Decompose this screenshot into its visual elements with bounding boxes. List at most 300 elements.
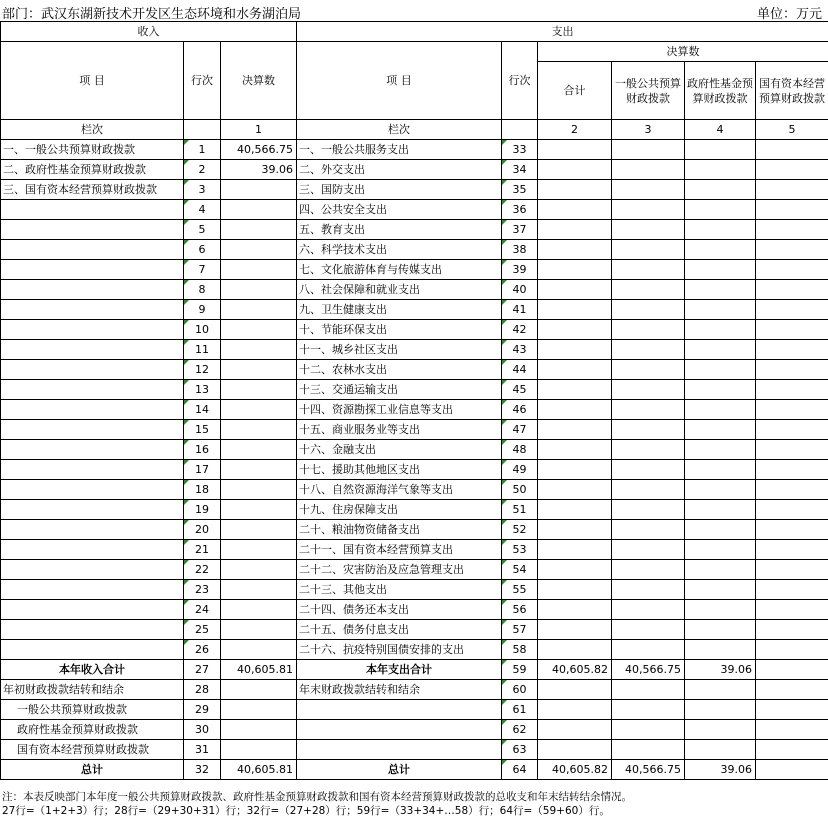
row-number: 46 — [502, 400, 538, 420]
expense-total — [538, 320, 612, 340]
expense-item: 六、科学技术支出 — [297, 240, 502, 260]
department-label: 部门：武汉东湖新技术开发区生态环境和水务湖泊局 — [2, 7, 302, 22]
expense-item: 年末财政拨款结转和结余 — [297, 680, 502, 700]
row-number: 10 — [184, 320, 221, 340]
income-amount — [221, 240, 297, 260]
expense-general — [612, 440, 685, 460]
report-header — [0, 0, 828, 20]
row-number: 6 — [184, 240, 221, 260]
table-body — [1, 140, 828, 660]
row-number: 9 — [184, 300, 221, 320]
income-amount — [221, 380, 297, 400]
row-number: 38 — [502, 240, 538, 260]
expense-fund — [685, 260, 756, 280]
row-number: 51 — [502, 500, 538, 520]
expense-total — [538, 740, 612, 760]
income-item: 国有资本经营预算财政拨款 — [1, 740, 184, 760]
table-row — [1, 300, 828, 320]
income-item — [1, 420, 184, 440]
row-number: 27 — [184, 660, 221, 680]
expense-general — [612, 620, 685, 640]
expense-total — [538, 540, 612, 560]
row-number: 48 — [502, 440, 538, 460]
expense-fund — [685, 620, 756, 640]
income-item — [1, 240, 184, 260]
income-grand-label: 总计 — [1, 760, 184, 780]
expense-fund — [685, 560, 756, 580]
income-amount — [221, 220, 297, 240]
row-number: 7 — [184, 260, 221, 280]
expense-item: 四、公共安全支出 — [297, 200, 502, 220]
expense-capital — [756, 400, 828, 420]
income-item — [1, 580, 184, 600]
row-number: 44 — [502, 360, 538, 380]
expense-fund — [685, 600, 756, 620]
expense-item: 十二、农林水支出 — [297, 360, 502, 380]
expense-item: 十八、自然资源海洋气象等支出 — [297, 480, 502, 500]
table-row — [1, 140, 828, 160]
table-row — [1, 560, 828, 580]
income-item — [1, 400, 184, 420]
income-item — [1, 340, 184, 360]
expense-item: 十四、资源勘探工业信息等支出 — [297, 400, 502, 420]
expense-capital — [756, 560, 828, 580]
gov-fund-header: 政府性基金预算财政拨款 — [685, 62, 756, 120]
expense-fund — [685, 440, 756, 460]
expense-item: 二十、粮油物资储备支出 — [297, 520, 502, 540]
table-row — [1, 220, 828, 240]
expense-capital — [756, 300, 828, 320]
expense-fund — [685, 380, 756, 400]
income-item — [1, 320, 184, 340]
expense-general — [612, 420, 685, 440]
income-amount — [221, 180, 297, 200]
expense-capital — [756, 440, 828, 460]
expense-general — [612, 320, 685, 340]
income-item: 二、政府性基金预算财政拨款 — [1, 160, 184, 180]
expense-grand-capital — [756, 760, 828, 780]
row-number: 63 — [502, 740, 538, 760]
income-item — [1, 260, 184, 280]
expense-fund — [685, 280, 756, 300]
expense-item: 三、国防支出 — [297, 180, 502, 200]
expense-general — [612, 600, 685, 620]
row-number: 54 — [502, 560, 538, 580]
table-row — [1, 400, 828, 420]
income-item — [1, 200, 184, 220]
expense-fund — [685, 240, 756, 260]
table-row — [1, 240, 828, 260]
income-amount — [221, 460, 297, 480]
expense-total — [538, 200, 612, 220]
row-number: 60 — [502, 680, 538, 700]
expense-item: 十、节能环保支出 — [297, 320, 502, 340]
income-item: 一、一般公共预算财政拨款 — [1, 140, 184, 160]
expense-total — [538, 500, 612, 520]
expense-total — [538, 260, 612, 280]
table-row — [1, 460, 828, 480]
expense-fund — [685, 520, 756, 540]
expense-general — [612, 380, 685, 400]
income-item-header: 项 目 — [1, 42, 184, 120]
expense-capital — [756, 140, 828, 160]
expense-general — [612, 280, 685, 300]
expense-general — [612, 500, 685, 520]
income-item — [1, 440, 184, 460]
expense-general — [612, 140, 685, 160]
table-row — [1, 180, 828, 200]
table-row — [1, 420, 828, 440]
income-amount — [221, 720, 297, 740]
expense-item: 二十二、灾害防治及应急管理支出 — [297, 560, 502, 580]
expense-fund — [685, 180, 756, 200]
expense-item: 二、外交支出 — [297, 160, 502, 180]
expense-total — [538, 640, 612, 660]
carry-row — [1, 720, 828, 740]
income-item — [1, 360, 184, 380]
income-amount: 39.06 — [221, 160, 297, 180]
row-number: 35 — [502, 180, 538, 200]
expense-capital — [756, 740, 828, 760]
expense-capital — [756, 620, 828, 640]
row-number: 59 — [502, 660, 538, 680]
table-row — [1, 640, 828, 660]
expense-item: 二十六、抗疫特别国债安排的支出 — [297, 640, 502, 660]
expense-fund — [685, 400, 756, 420]
income-amount — [221, 620, 297, 640]
row-number: 61 — [502, 700, 538, 720]
expense-total — [538, 140, 612, 160]
carry-section — [1, 680, 828, 760]
row-number: 45 — [502, 380, 538, 400]
footnote — [2, 790, 826, 818]
row-number: 42 — [502, 320, 538, 340]
income-amount — [221, 420, 297, 440]
table-row — [1, 440, 828, 460]
expense-total — [538, 400, 612, 420]
expense-general — [612, 220, 685, 240]
expense-total — [538, 580, 612, 600]
expense-capital — [756, 200, 828, 220]
table-row — [1, 580, 828, 600]
expense-item: 十五、商业服务业等支出 — [297, 420, 502, 440]
expense-total — [538, 520, 612, 540]
row-number: 53 — [502, 540, 538, 560]
expense-rowno-header: 行次 — [502, 42, 538, 120]
expense-total — [538, 340, 612, 360]
income-item — [1, 600, 184, 620]
expense-item: 十一、城乡社区支出 — [297, 340, 502, 360]
expense-total — [538, 380, 612, 400]
row-number: 8 — [184, 280, 221, 300]
income-amount — [221, 300, 297, 320]
expense-fund — [685, 340, 756, 360]
expense-item: 十六、金融支出 — [297, 440, 502, 460]
row-number: 34 — [502, 160, 538, 180]
row-number: 11 — [184, 340, 221, 360]
expense-capital — [756, 640, 828, 660]
expense-total — [538, 460, 612, 480]
income-amount — [221, 320, 297, 340]
row-number: 36 — [502, 200, 538, 220]
expense-general — [612, 200, 685, 220]
row-number: 40 — [502, 280, 538, 300]
expense-capital — [756, 600, 828, 620]
income-amount — [221, 440, 297, 460]
state-capital-header: 国有资本经营预算财政拨款 — [756, 62, 828, 120]
expense-total — [538, 160, 612, 180]
grand-total-row — [1, 760, 828, 780]
expense-item-header: 项 目 — [297, 42, 502, 120]
unit-label: 单位：万元 — [756, 7, 822, 22]
expense-capital — [756, 460, 828, 480]
row-number: 30 — [184, 720, 221, 740]
income-item — [1, 480, 184, 500]
income-item — [1, 640, 184, 660]
row-number: 32 — [184, 760, 221, 780]
expense-capital — [756, 520, 828, 540]
expense-total — [538, 600, 612, 620]
income-amount — [221, 260, 297, 280]
expense-header: 支出 — [297, 22, 828, 42]
expense-item: 七、文化旅游体育与传媒支出 — [297, 260, 502, 280]
expense-fund — [685, 320, 756, 340]
expense-capital — [756, 280, 828, 300]
expense-total — [538, 560, 612, 580]
row-number: 25 — [184, 620, 221, 640]
expense-capital — [756, 700, 828, 720]
table-row — [1, 380, 828, 400]
expense-capital — [756, 420, 828, 440]
row-number: 14 — [184, 400, 221, 420]
income-item: 年初财政拨款结转和结余 — [1, 680, 184, 700]
expense-fund — [685, 140, 756, 160]
expense-general — [612, 720, 685, 740]
expense-grand-fund: 39.06 — [685, 760, 756, 780]
row-number: 39 — [502, 260, 538, 280]
row-number: 29 — [184, 700, 221, 720]
income-item: 三、国有资本经营预算财政拨款 — [1, 180, 184, 200]
expense-item: 十七、援助其他地区支出 — [297, 460, 502, 480]
income-item — [1, 500, 184, 520]
expense-grand-general: 40,566.75 — [612, 760, 685, 780]
expense-fund — [685, 160, 756, 180]
row-number: 23 — [184, 580, 221, 600]
expense-general — [612, 400, 685, 420]
expense-fund — [685, 480, 756, 500]
footnote-formula: 27行=（1+2+3）行；28行=（29+30+31）行；32行=（27+28）行；59行=（33+34+…58）行；64行=（59+60）行。 — [2, 805, 610, 817]
expense-fund — [685, 200, 756, 220]
expense-item: 十三、交通运输支出 — [297, 380, 502, 400]
expense-item: 二十四、债务还本支出 — [297, 600, 502, 620]
expense-item: 十九、住房保障支出 — [297, 500, 502, 520]
expense-total — [538, 620, 612, 640]
expense-subtotal-total: 40,605.82 — [538, 660, 612, 680]
income-amount — [221, 600, 297, 620]
expense-total — [538, 440, 612, 460]
row-number: 16 — [184, 440, 221, 460]
row-number: 13 — [184, 380, 221, 400]
expense-item: 八、社会保障和就业支出 — [297, 280, 502, 300]
income-amount — [221, 560, 297, 580]
expense-fund — [685, 460, 756, 480]
row-number: 3 — [184, 180, 221, 200]
income-amount — [221, 500, 297, 520]
expense-fund — [685, 580, 756, 600]
row-number: 41 — [502, 300, 538, 320]
income-item: 政府性基金预算财政拨款 — [1, 720, 184, 740]
carry-row — [1, 740, 828, 760]
expense-subtotal-fund: 39.06 — [685, 660, 756, 680]
expense-capital — [756, 260, 828, 280]
expense-general — [612, 520, 685, 540]
expense-general — [612, 640, 685, 660]
income-item — [1, 560, 184, 580]
row-number: 62 — [502, 720, 538, 740]
expense-general — [612, 160, 685, 180]
expense-item: 五、教育支出 — [297, 220, 502, 240]
income-amount — [221, 360, 297, 380]
row-number: 50 — [502, 480, 538, 500]
expense-fund — [685, 640, 756, 660]
table-row — [1, 620, 828, 640]
expense-total-header: 合计 — [538, 62, 612, 120]
expense-total — [538, 680, 612, 700]
row-number: 47 — [502, 420, 538, 440]
income-amount — [221, 400, 297, 420]
income-subtotal-amount: 40,605.81 — [221, 660, 297, 680]
row-number: 5 — [184, 220, 221, 240]
col-number: 3 — [612, 120, 685, 140]
expense-capital — [756, 160, 828, 180]
income-item — [1, 460, 184, 480]
expense-total — [538, 480, 612, 500]
expense-item: 九、卫生健康支出 — [297, 300, 502, 320]
expense-general — [612, 560, 685, 580]
expense-general — [612, 340, 685, 360]
col-number: 1 — [221, 120, 297, 140]
expense-fund — [685, 540, 756, 560]
expense-total — [538, 420, 612, 440]
row-number: 12 — [184, 360, 221, 380]
fiscal-appropriation-table — [0, 21, 828, 780]
expense-capital — [756, 220, 828, 240]
row-number: 19 — [184, 500, 221, 520]
expense-fund — [685, 420, 756, 440]
carry-row — [1, 680, 828, 700]
income-amount — [221, 680, 297, 700]
expense-item: 二十五、债务付息支出 — [297, 620, 502, 640]
row-number: 33 — [502, 140, 538, 160]
expense-general — [612, 300, 685, 320]
expense-subtotal-capital — [756, 660, 828, 680]
row-number: 37 — [502, 220, 538, 240]
expense-capital — [756, 480, 828, 500]
income-amount — [221, 480, 297, 500]
table-row — [1, 540, 828, 560]
lanci-label: 栏次 — [297, 120, 502, 140]
income-rowno-header: 行次 — [184, 42, 221, 120]
expense-total — [538, 360, 612, 380]
income-subtotal-label: 本年收入合计 — [1, 660, 184, 680]
row-number: 49 — [502, 460, 538, 480]
income-amount — [221, 340, 297, 360]
expense-fund — [685, 300, 756, 320]
expense-capital — [756, 500, 828, 520]
expense-capital — [756, 240, 828, 260]
expense-capital — [756, 320, 828, 340]
col-number: 2 — [538, 120, 612, 140]
expense-fund — [685, 220, 756, 240]
expense-total — [538, 280, 612, 300]
income-amount: 40,566.75 — [221, 140, 297, 160]
lanci-label: 栏次 — [1, 120, 184, 140]
footnote-line: 注：本表反映部门本年度一般公共预算财政拨款、政府性基金预算财政拨款和国有资本经营预算财政拨款的总收支和年末结转结余情况。 — [2, 791, 632, 803]
expense-fund — [685, 740, 756, 760]
row-number: 55 — [502, 580, 538, 600]
expense-general — [612, 540, 685, 560]
expense-capital — [756, 360, 828, 380]
expense-capital — [756, 340, 828, 360]
income-item: 一般公共预算财政拨款 — [1, 700, 184, 720]
row-number: 20 — [184, 520, 221, 540]
expense-item: 二十一、国有资本经营预算支出 — [297, 540, 502, 560]
row-number: 15 — [184, 420, 221, 440]
expense-total — [538, 180, 612, 200]
expense-general — [612, 240, 685, 260]
expense-general — [612, 680, 685, 700]
income-item — [1, 300, 184, 320]
table-row — [1, 260, 828, 280]
row-number: 2 — [184, 160, 221, 180]
income-amount — [221, 280, 297, 300]
income-amount — [221, 520, 297, 540]
expense-capital — [756, 680, 828, 700]
income-item — [1, 380, 184, 400]
expense-capital — [756, 380, 828, 400]
expense-general — [612, 180, 685, 200]
expense-item — [297, 740, 502, 760]
table-row — [1, 200, 828, 220]
table-row — [1, 600, 828, 620]
col-number: 5 — [756, 120, 828, 140]
expense-total — [538, 240, 612, 260]
expense-grand-total: 40,605.82 — [538, 760, 612, 780]
expense-general — [612, 740, 685, 760]
expense-general — [612, 480, 685, 500]
income-amount — [221, 740, 297, 760]
table-row — [1, 280, 828, 300]
table-row — [1, 320, 828, 340]
table-row — [1, 520, 828, 540]
expense-general — [612, 460, 685, 480]
income-item — [1, 520, 184, 540]
general-budget-header: 一般公共预算财政拨款 — [612, 62, 685, 120]
table-row — [1, 360, 828, 380]
income-amount — [221, 200, 297, 220]
expense-general — [612, 580, 685, 600]
income-item — [1, 540, 184, 560]
expense-general — [612, 360, 685, 380]
expense-item: 一、一般公共服务支出 — [297, 140, 502, 160]
row-number: 52 — [502, 520, 538, 540]
expense-item — [297, 700, 502, 720]
row-number: 57 — [502, 620, 538, 640]
income-item — [1, 620, 184, 640]
expense-amount-header: 决算数 — [538, 42, 828, 62]
row-number: 17 — [184, 460, 221, 480]
expense-total — [538, 220, 612, 240]
